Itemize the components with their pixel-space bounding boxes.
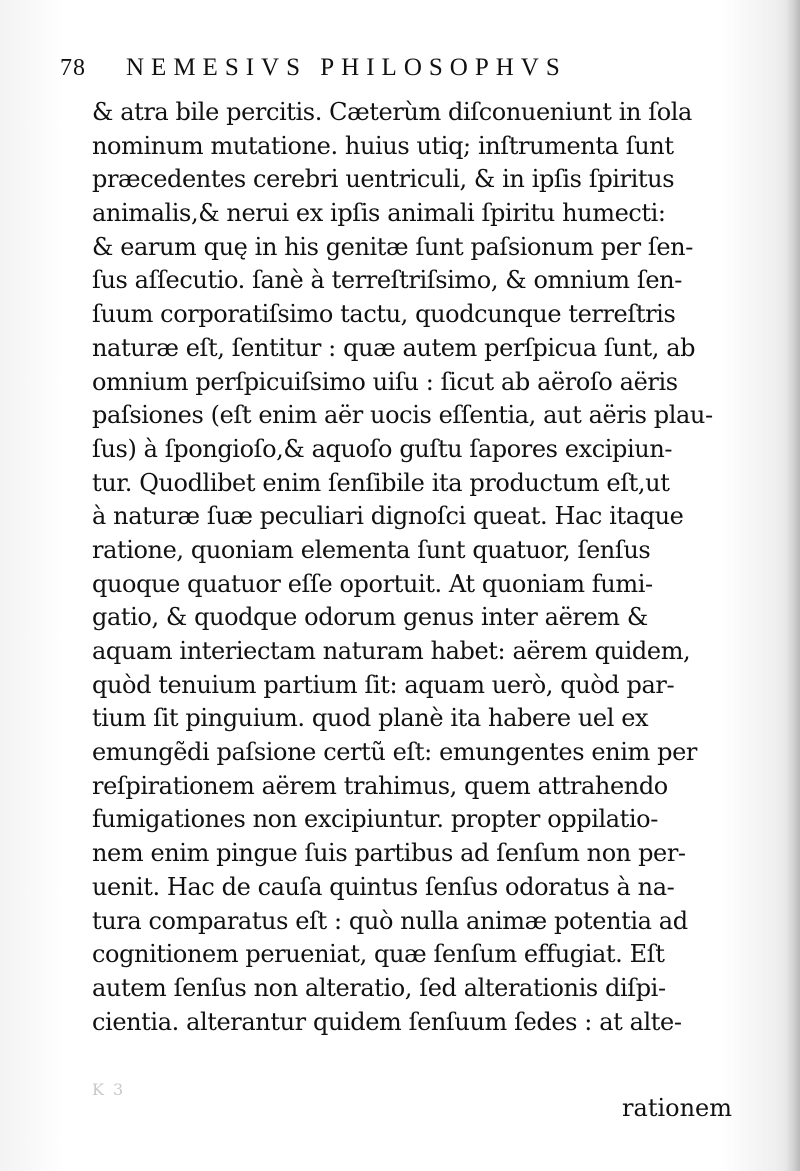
- text-line: tium ſit pinguium. quod planè ita habere uel ex: [92, 704, 649, 733]
- text-line: fumigationes non excipiuntur. propter oppilatio-: [92, 805, 658, 834]
- text-line: nem enim pingue ſuis partibus ad ſenſum non per-: [92, 839, 686, 868]
- text-line: tur. Quodlibet enim ſenſibile ita productum eſt,ut: [92, 468, 670, 497]
- signature-mark: K 3: [92, 1080, 126, 1099]
- running-head: NEMESIVS PHILOSOPHVS: [126, 54, 567, 81]
- text-line: & earum quę in his genitæ ſunt paſsionum per ſen-: [92, 232, 693, 261]
- text-line: ſus) à ſpongioſo,& aquoſo guſtu ſapores excipiun-: [92, 434, 673, 463]
- text-line: autem ſenſus non alteratio, ſed alterationis diſpi-: [92, 973, 666, 1002]
- text-line: à naturæ ſuæ peculiari dignoſci queat. Hac itaque: [92, 502, 684, 531]
- text-line: quoque quatuor eſſe oportuit. At quoniam fumi-: [92, 569, 653, 598]
- text-line: omnium perſpicuiſsimo uiſu : ſicut ab aëroſo aëris: [92, 367, 678, 396]
- text-line: ſuum corporatiſsimo tactu, quodcunque terreſtris: [92, 300, 676, 329]
- text-line: cognitionem perueniat, quæ ſenſum effugiat. Eſt: [92, 940, 665, 969]
- text-line: naturæ eſt, ſentitur : quæ autem perſpicua ſunt, ab: [92, 333, 696, 362]
- text-line: præcedentes cerebri uentriculi, & in ipſis ſpiritus: [92, 165, 675, 194]
- page-edge-shadow: [786, 0, 800, 1171]
- text-line: ratione, quoniam elementa ſunt quatuor, ſenſus: [92, 535, 651, 564]
- text-line: paſsiones (eſt enim aër uocis eſſentia, aut aëris plau-: [92, 401, 713, 430]
- text-line: aquam interiectam naturam habet: aërem quidem,: [92, 637, 691, 665]
- text-line: quòd tenuium partium ſit: aquam uerò, quòd par-: [92, 670, 675, 699]
- text-line: uenit. Hac de cauſa quintus ſenſus odoratus à na-: [92, 872, 675, 901]
- text-line: & atra bile percitis. Cæterùm diſconueniunt in ſola: [92, 98, 692, 126]
- text-line: tura comparatus eſt : quò nulla animæ potentia ad: [92, 906, 688, 935]
- body-text: [92, 96, 734, 1039]
- text-line: cientia. alterantur quidem ſenſuum ſedes : at alte-: [92, 1007, 682, 1036]
- page-footer: [92, 1080, 732, 1122]
- catchword: rationem: [622, 1094, 732, 1122]
- page-header: [60, 48, 742, 88]
- page-number: 78: [60, 54, 86, 81]
- text-line: ſus aſſecutio. ſanè à terreſtriſsimo, & omnium ſen-: [92, 266, 682, 295]
- text-line: animalis,& nerui ex ipſis animali ſpiritu humecti:: [92, 199, 666, 228]
- text-line: nominum mutatione. huius utiq; inſtrumenta ſunt: [92, 131, 674, 160]
- text-line: gatio, & quodque odorum genus inter aërem &: [92, 603, 648, 632]
- text-line: reſpirationem aërem trahimus, quem attrahendo: [92, 771, 668, 800]
- text-line: emungẽdi paſsione certũ eſt: emungentes enim per: [92, 738, 697, 767]
